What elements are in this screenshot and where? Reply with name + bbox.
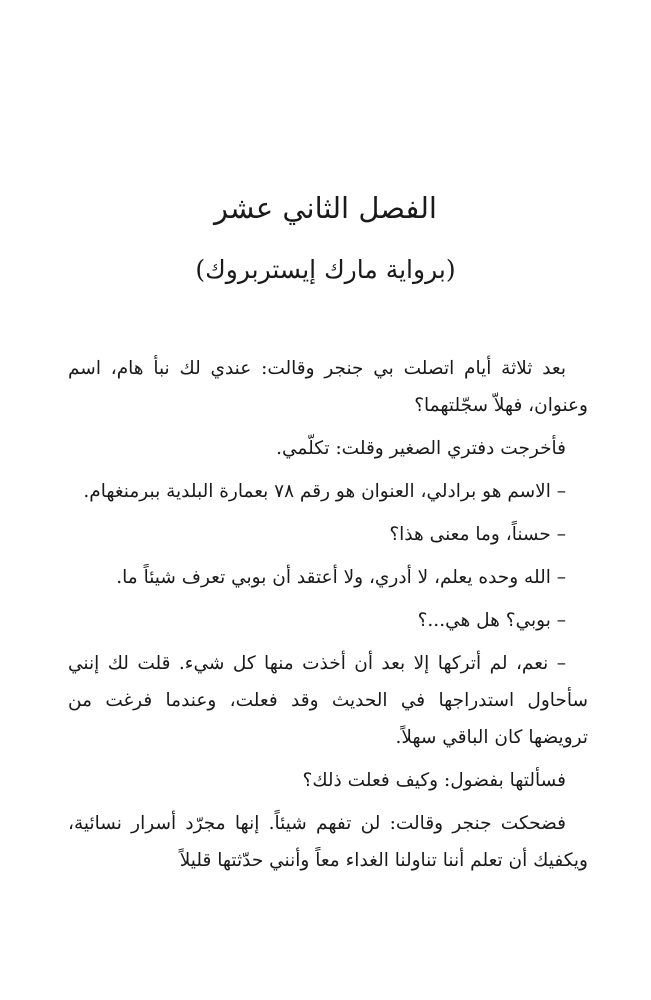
paragraph: فسألتها بفضول: وكيف فعلت ذلك؟ xyxy=(302,770,566,791)
paragraph: – الله وحده يعلم، لا أدري، ولا أعتقد أن بوبي تعرف شيئاً ما. xyxy=(116,567,566,588)
paragraph: فأخرجت دفتري الصغير وقلت: تكلّمي. xyxy=(276,438,566,459)
paragraph: فضحكت جنجر وقالت: لن تفهم شيئاً. إنها مجرّد أسرار نسائية، ويكفيك أن تعلم أننا تناولنا الغداء معاً وأنني حدّثتها قليلاً xyxy=(68,813,588,871)
chapter-subtitle: (برواية مارك إيستربروك) xyxy=(195,255,456,284)
paragraph: – بوبي؟ هل هي...؟ xyxy=(417,610,566,631)
chapter-body xyxy=(68,350,588,885)
paragraph: – حسناً، وما معنى هذا؟ xyxy=(389,524,566,545)
chapter-title: الفصل الثاني عشر xyxy=(213,191,437,225)
paragraph: – الاسم هو برادلي، العنوان هو رقم ٧٨ بعمارة البلدية ببرمنغهام. xyxy=(83,481,566,502)
paragraph: – نعم، لم أتركها إلا بعد أن أخذت منها كل شيء. قلت لك إنني سأحاول استدراجها في الحديث وقد فعلت، وعندما فرغت من ترويضها كان الباقي سهلاً. xyxy=(68,653,588,748)
paragraph: بعد ثلاثة أيام اتصلت بي جنجر وقالت: عندي لك نبأ هام، اسم وعنوان، فهلاّ سجّلتهما؟ xyxy=(68,358,588,416)
